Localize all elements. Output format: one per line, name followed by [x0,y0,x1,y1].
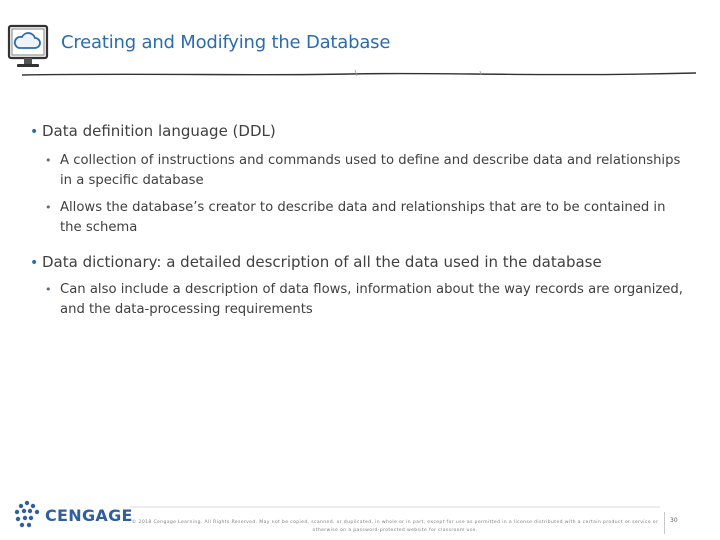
sub-bullet-dot-icon: • [45,283,52,296]
page-number: 30 [670,517,678,524]
sub-bullet-ddl-definition [45,151,685,191]
bullet-text: Data definition language (DDL) [42,122,276,140]
bullet-data-dictionary [30,253,602,271]
sub-bullet-dot-icon: • [45,154,52,167]
cloud-computer-icon [7,22,49,70]
footer-rule [130,505,660,509]
sub-bullet-text: A collection of instructions and commands used to define and describe data and relationships in a specific database [60,153,681,188]
sub-bullet-text: Can also include a description of data flows, information about the way records are organized, and the data-processing requirements [60,282,683,317]
sub-bullet-data-dictionary-details [45,280,685,320]
cengage-logo-text: CENGAGE [45,506,133,525]
footer-divider [664,512,665,534]
copyright-notice: © 2018 Cengage Learning. All Rights Reserved. May not be copied, scanned, or duplicated, in whole or in part, except for use as permitted in a license distributed with a certain product or service or otherwise on a password-protected website for classroom use. [131,520,659,533]
sub-bullet-ddl-schema [45,198,685,238]
bullet-dot-icon: • [30,255,39,271]
page-title: Creating and Modifying the Database [61,32,391,53]
bullet-ddl [30,122,276,140]
bullet-dot-icon: • [30,124,39,140]
sub-bullet-text: Allows the database’s creator to describe data and relationships that are to be contained in the schema [60,200,666,235]
sub-bullet-dot-icon: • [45,201,52,214]
title-underline [20,66,700,82]
bullet-text: Data dictionary: a detailed description of all the data used in the database [42,253,602,271]
cengage-logo-icon [14,500,40,530]
